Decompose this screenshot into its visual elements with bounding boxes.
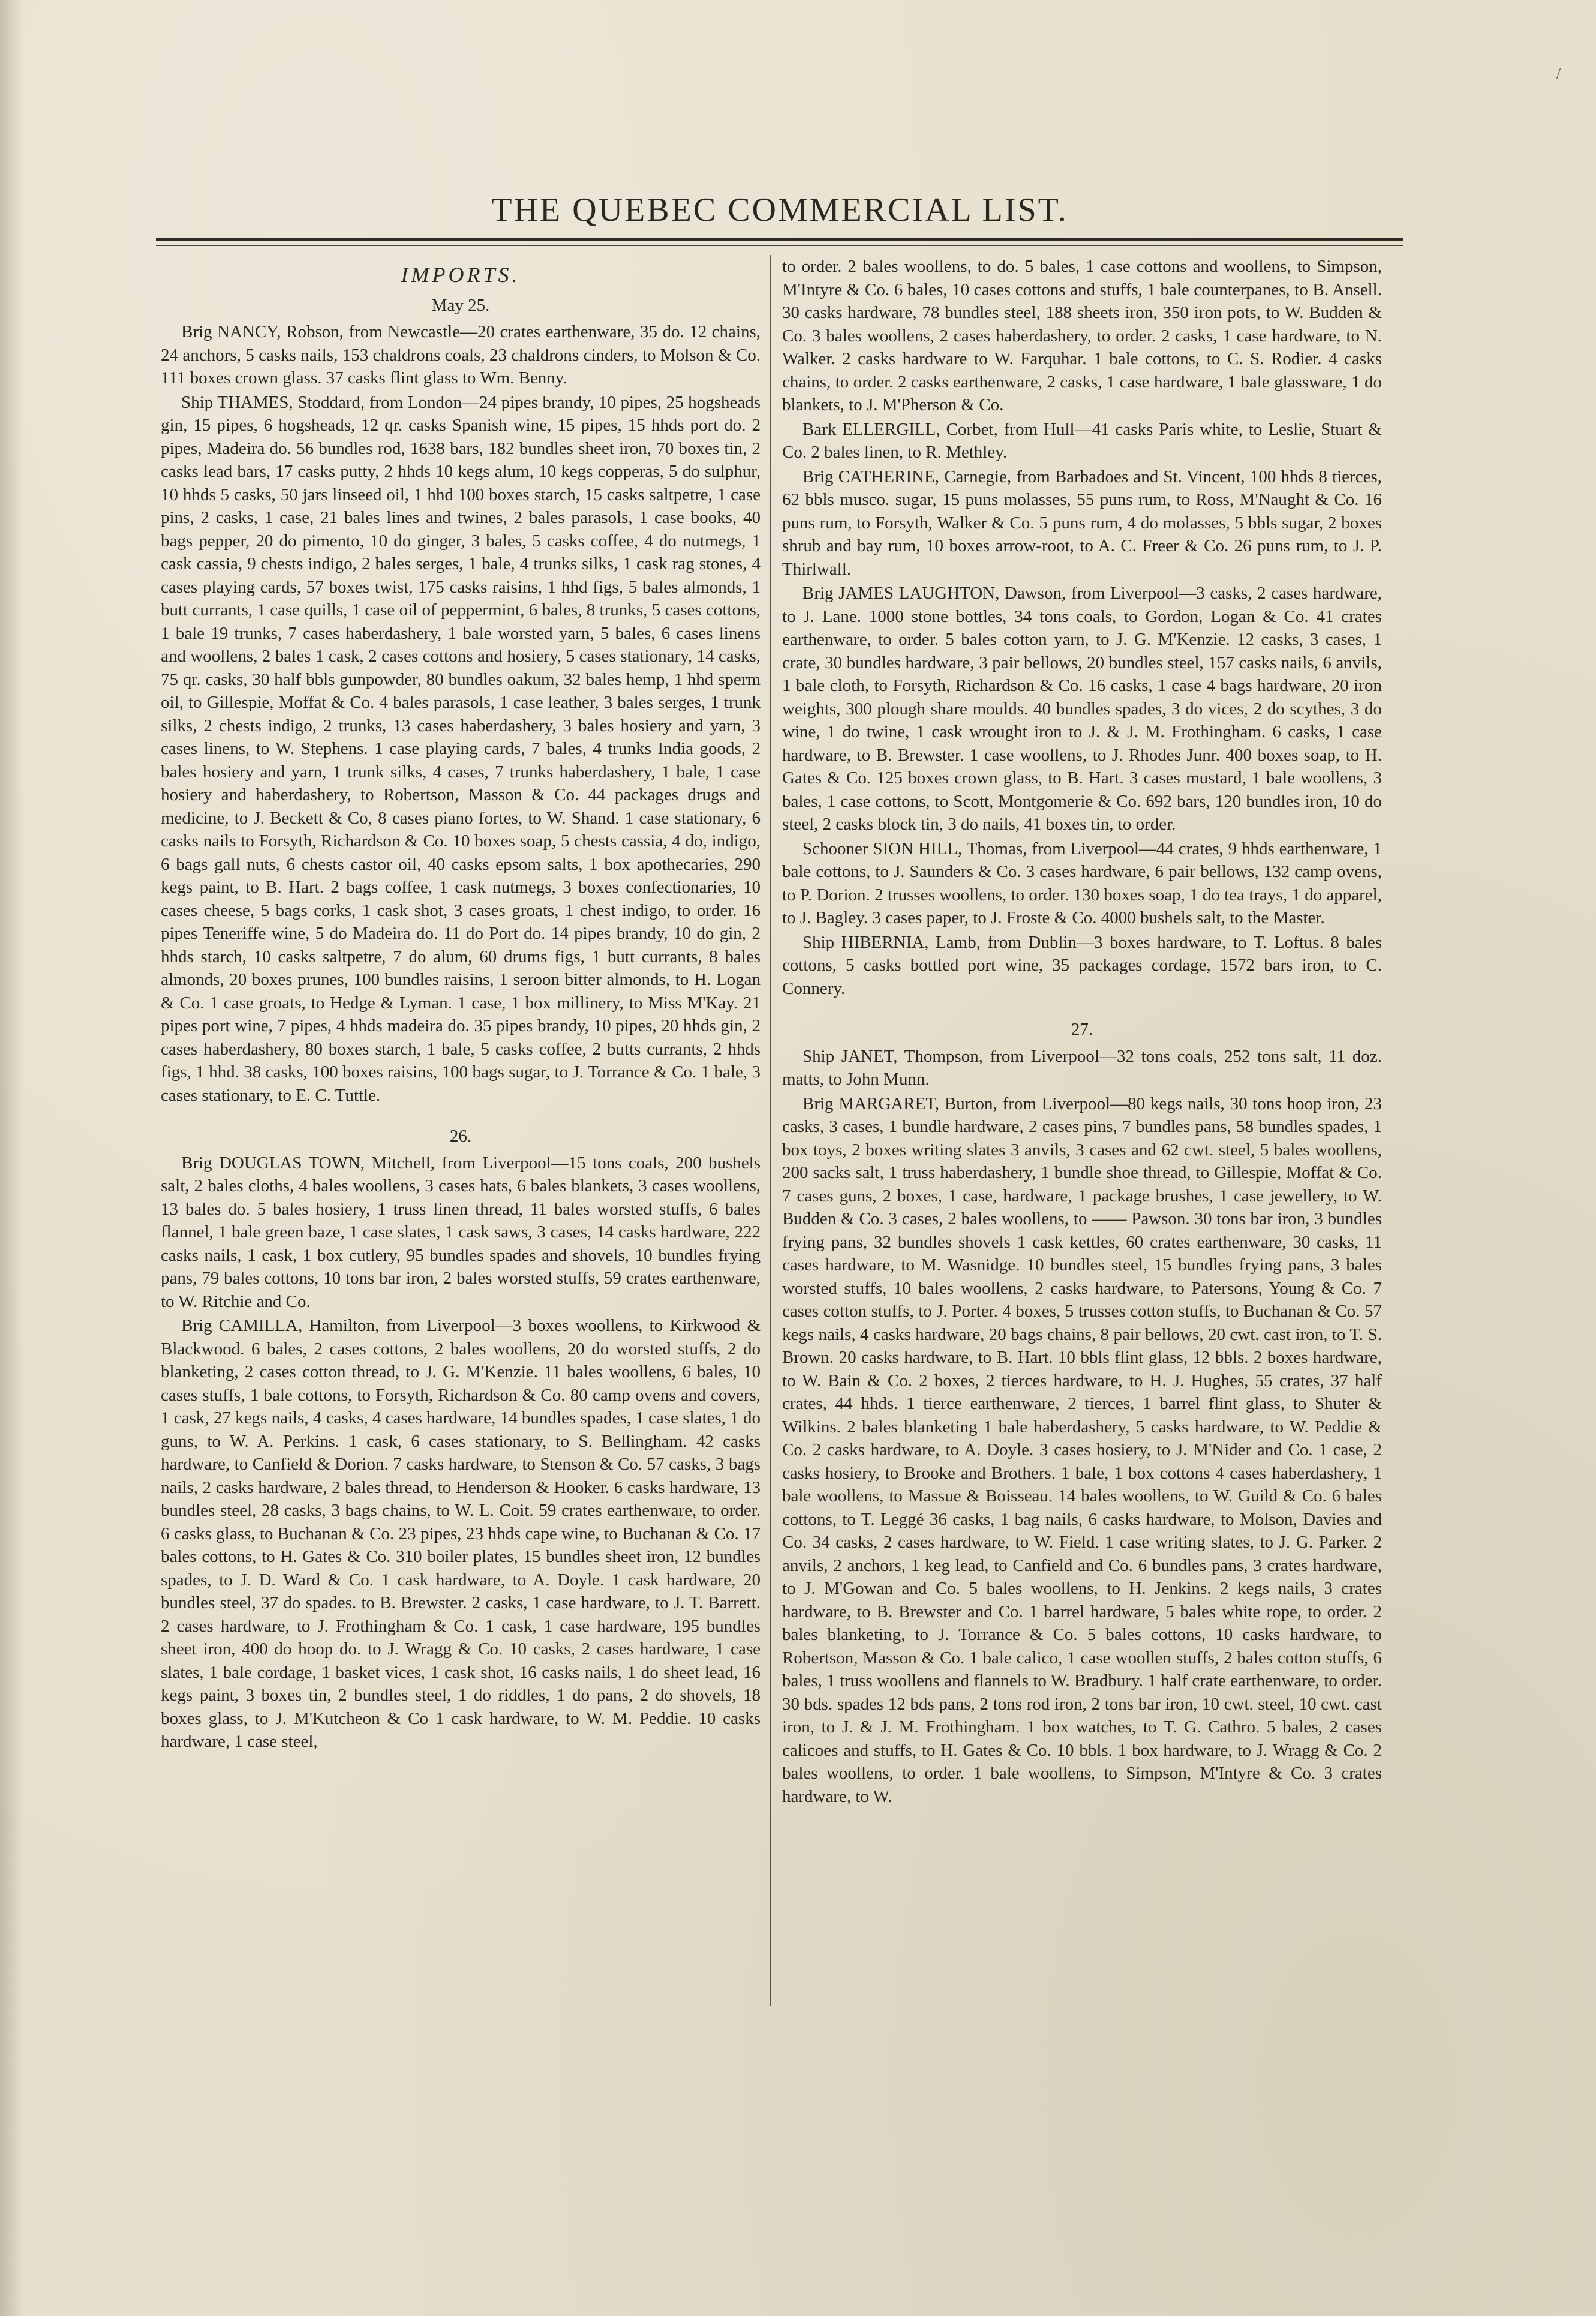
- entry-james-laughton: Brig JAMES LAUGHTON, Dawson, from Liverpool—3 casks, 2 cases hardware, to J. Lane. 1000 stone bottles, 34 tons coals, to Gordon, Logan & Co. 41 crates earthenware, to order. 5 bales cotton yarn, to J. G. M'Kenzie. 12 casks, 3 cases, 1 crate, 30 bundles hardware, 3 pair bellows, 20 bundles steel, 157 casks nails, 6 anvils, 1 bale cloth, to Forsyth, Richardson & Co. 16 casks, 1 case 4 bags hardware, 20 iron weights, 300 plough share moulds. 40 bundles spades, 3 do vices, 2 do scythes, 3 do wine, 1 do twine, 1 cask wrought iron to J. & J. M. Frothingham. 6 casks, 1 case hardware, to B. Brewster. 1 case woollens, to J. Rhodes Junr. 400 boxes soap, to H. Gates & Co. 125 boxes crown glass, to B. Hart. 3 cases mustard, 1 bale woollens, 3 bales, 1 case cottons, to Scott, Montgomerie & Co. 692 bars, 120 bundles iron, 10 do steel, 2 casks block tin, 3 do nails, 41 boxes tin, to order.: [782, 584, 1382, 834]
- title-rule-thick: [156, 238, 1403, 241]
- entry-camilla: Brig CAMILLA, Hamilton, from Liverpool—3 boxes woollens, to Kirkwood & Blackwood. 6 bales, 2 cases cottons, 2 bales woollens, 20 do worsted stuffs, 2 do blanketing, 2 cases cotton thread, to J. G. M'Kenzie. 11 bales woollens, 6 bales, 10 cases stuffs, 1 bale cottons, to Forsyth, Richardson & Co. 80 camp ovens and covers, 1 cask, 27 kegs nails, 4 casks, 4 cases hardware, 14 bundles spades, 1 case slates, 1 do guns, to W. A. Perkins. 1 cask, 6 cases stationary, to S. Bellingham. 42 casks hardware, to Canfield & Dorion. 7 casks hardware, to Stenson & Co. 57 casks, 3 bags nails, 2 casks hardware, 2 bales thread, to Henderson & Hooker. 6 casks hardware, 13 bundles steel, 28 casks, 3 bags chains, to W. L. Coit. 59 crates earthenware, to order. 6 casks glass, to Buchanan & Co. 23 pipes, 23 hhds cape wine, to Buchanan & Co. 17 bales cottons, to H. Gates & Co. 310 boiler plates, 15 bundles sheet iron, 12 bundles spades, to J. D. Ward & Co. 1 cask hardware, to A. Doyle. 1 cask hardware, 20 bundles steel, 37 do spades. to B. Brewster. 2 casks, 1 case hardware, to J. T. Barrett. 2 cases hardware, to J. Frothingham & Co. 1 cask, 1 case hardware, 195 bundles sheet iron, 400 do hoop do. to J. Wragg & Co. 10 casks, 2 cases hardware, 1 case slates, 1 bale cordage, 1 basket vices, 1 cask shot, 16 casks nails, 1 do sheet lead, 16 kegs paint, 3 boxes tin, 2 bundles steel, 1 do riddles, 1 do pans, 2 do shovels, 18 boxes glass, to J. M'Kutcheon & Co 1 cask hardware, to W. M. Peddie. 10 casks hardware, 1 case steel,: [161, 1316, 761, 1751]
- page-edge-shadow: [0, 0, 24, 2316]
- column-divider: [770, 255, 771, 2006]
- page-title: THE QUEBEC COMMERCIAL LIST.: [491, 191, 1068, 229]
- date-heading: 27.: [1071, 1020, 1093, 1039]
- entry-ellergill: Bark ELLERGILL, Corbet, from Hull—41 casks Paris white, to Leslie, Stuart & Co. 2 bales linen, to R. Methley.: [782, 419, 1382, 462]
- entry-thames: Ship THAMES, Stoddard, from London—24 pipes brandy, 10 pipes, 25 hogsheads gin, 15 pipes, 6 hogsheads, 12 qr. casks Spanish wine, 15 pipes, 15 hhds port do. 2 pipes, Madeira do. 56 bundles rod, 1638 bars, 182 bundles sheet iron, 70 boxes tin, 2 casks lead bars, 17 casks putty, 2 hhds 10 kegs alum, 10 kegs copperas, 5 do sulphur, 10 hhds 5 casks, 50 jars linseed oil, 1 hhd 100 boxes starch, 15 casks saltpetre, 1 case pins, 2 casks, 1 case, 21 bales lines and twines, 2 bales parasols, 1 case books, 40 bags pepper, 20 do pimento, 10 do ginger, 3 bales, 5 casks coffee, 4 do nutmegs, 1 cask cassia, 9 chests indigo, 2 bales serges, 1 bale, 4 trunks silks, 1 cask rag stones, 4 cases playing cards, 57 boxes twist, 175 casks raisins, 1 hhd figs, 5 bales almonds, 1 butt currants, 1 case quills, 1 case oil of peppermint, 6 bales, 8 trunks, 5 cases cottons, 1 bale 19 trunks, 7 cases haberdashery, 1 bale worsted yarn, 5 bales, 6 cases linens and woollens, 2 bales 1 cask, 2 cases cottons and hosiery, 5 cases stationary, 14 casks, 75 qr. casks, 30 half bbls gunpowder, 80 bundles oakum, 32 bales hemp, 1 hhd sperm oil, to Gillespie, Moffat & Co. 4 bales parasols, 1 case leather, 3 bales serges, 1 trunk silks, 2 chests indigo, 2 trunks, 13 cases haberdashery, 3 bales hosiery and yarn, 3 cases linens, to W. Stephens. 1 case playing cards, 7 bales, 4 trunks India goods, 2 bales hosiery and yarn, 1 trunk silks, 4 cases, 7 trunks haberdashery, 1 bale, 1 case hosiery and haberdashery, to Robertson, Masson & Co. 44 packages drugs and medicine, to J. Beckett & Co, 8 cases piano fortes, to W. Shand. 1 case stationary, 6 casks nails to Forsyth, Richardson & Co. 10 boxes soap, 5 chests cassia, 4 do, indigo, 6 bags gall nuts, 6 chests castor oil, 40 casks epsom salts, 1 box apothecaries, 290 kegs paint, to B. Hart. 2 bags coffee, 1 cask nutmegs, 3 boxes confectionaries, 10 cases cheese, 5 bags corks, 1 cask shot, 3 cases groats, 1 chest indigo, to order. 16 pipes Teneriffe wine, 5 do Madeira do. 11 do Port do. 14 pipes brandy, 10 do gin, 2 hhds starch, 10 casks saltpetre, 7 do alum, 60 drums figs, 1 butt currants, 8 bales almonds, 20 boxes prunes, 100 bundles raisins, 1 seroon bitter almonds, to H. Logan & Co. 1 case groats, to Hedge & Lyman. 1 case, 1 box millinery, to Miss M'Kay. 21 pipes port wine, 7 pipes, 4 hhds madeira do. 35 pipes brandy, 10 pipes, 20 hhds gin, 2 cases haberdashery, 80 boxes starch, 1 bale, 5 casks coffee, 2 butts currants, 2 hhds figs, 1 hhd. 38 casks, 100 boxes raisins, 100 bags sugar, to J. Torrance & Co. 1 bale, 3 cases stationary, to E. C. Tuttle.: [161, 392, 761, 1105]
- right-column: [782, 255, 1382, 2012]
- left-column: [161, 255, 761, 2012]
- title-rule-thin: [156, 245, 1403, 246]
- entry-camilla-continued: to order. 2 bales woollens, to do. 5 bales, 1 case cottons and woollens, to Simpson, M'Intyre & Co. 6 bales, 10 cases cottons and stuffs, 1 bale counterpanes, to B. Ansell. 30 casks hardware, 78 bundles steel, 188 sheets iron, 350 iron pots, to W. Budden & Co. 3 bales woollens, 2 cases haberdashery, to order. 2 casks, 1 case hardware, to N. Walker. 2 casks hardware to W. Farquhar. 1 bale cottons, to C. S. Rodier. 4 casks chains, to order. 2 casks earthenware, 2 casks, 1 case hardware, 1 bale glassware, 1 do blankets, to J. M'Pherson & Co.: [782, 257, 1382, 414]
- entry-catherine: Brig CATHERINE, Carnegie, from Barbadoes and St. Vincent, 100 hhds 8 tierces, 62 bbls musco. sugar, 15 puns molasses, 55 puns rum, to Ross, M'Naught & Co. 16 puns rum, to Forsyth, Walker & Co. 5 puns rum, 4 do molasses, 5 bbls sugar, 2 boxes shrub and bay rum, 10 boxes arrow-root, to A. C. Freer & Co. 26 puns rum, to J. P. Thirlwall.: [782, 467, 1382, 579]
- entry-douglas-town: Brig DOUGLAS TOWN, Mitchell, from Liverpool—15 tons coals, 200 bushels salt, 2 bales cloths, 4 bales woollens, 3 cases hats, 6 bales blankets, 3 cases woollens, 13 bales do. 5 bales hosiery, 1 truss linen thread, 11 bales worsted stuffs, 6 bales flannel, 1 bale green baze, 1 case slates, 1 cask saws, 3 cases, 14 casks hardware, 222 casks nails, 1 cask, 1 box cutlery, 95 bundles spades and shovels, 10 bundles frying pans, 79 bales cottons, 10 tons bar iron, 2 bales worsted stuffs, 59 crates earthenware, to W. Ritchie and Co.: [161, 1153, 761, 1311]
- section-title: IMPORTS.: [401, 263, 521, 287]
- date-heading: May 25.: [431, 295, 490, 315]
- edge-mark: /: [1556, 65, 1561, 82]
- entry-sion-hill: Schooner SION HILL, Thomas, from Liverpool—44 crates, 9 hhds earthenware, 1 bale cottons, to J. Saunders & Co. 3 cases hardware, 6 pair bellows, 132 camp ovens, to P. Dorion. 2 trusses woollens, to order. 130 boxes soap, 1 do tea trays, 1 do apparel, to J. Bagley. 3 cases paper, to J. Froste & Co. 4000 bushels salt, to the Master.: [782, 839, 1382, 927]
- entry-hibernia: Ship HIBERNIA, Lamb, from Dublin—3 boxes hardware, to T. Loftus. 8 bales cottons, 5 casks bottled port wine, 35 packages cordage, 1572 bars iron, to C. Connery.: [782, 932, 1382, 998]
- entry-janet: Ship JANET, Thompson, from Liverpool—32 tons coals, 252 tons salt, 11 doz. matts, to John Munn.: [782, 1046, 1382, 1089]
- entry-margaret: Brig MARGARET, Burton, from Liverpool—80 kegs nails, 30 tons hoop iron, 23 casks, 3 cases, 1 bundle hardware, 2 cases pins, 7 bundles pans, 58 bundles spades, 1 box toys, 2 boxes writing slates 3 anvils, 3 cases and 62 cwt. steel, 5 bales woollens, 200 sacks salt, 1 truss haberdashery, 1 bundle shoe thread, to Gillespie, Moffat & Co. 7 cases guns, 2 boxes, 1 case, hardware, 1 package brushes, 1 case jewellery, to W. Budden & Co. 3 cases, 2 bales woollens, to —— Pawson. 30 tons bar iron, 3 bundles frying pans, 32 bundles shovels 1 cask kettles, 60 crates earthenware, 30 casks, 11 cases hardware, to M. Wasnidge. 10 bundles steel, 15 bundles frying pans, 3 bales worsted stuffs, 10 bales woollens, 2 casks hardware, to Patersons, Young & Co. 7 cases cotton stuffs, to J. Porter. 4 boxes, 5 trusses cotton stuffs, to Buchanan & Co. 57 kegs nails, 4 casks hardware, 20 bags chains, 8 pair bellows, 20 cwt. cast iron, to T. S. Brown. 20 casks hardware, to B. Hart. 10 bbls flint glass, 12 bbls. 2 boxes hardware, to W. Bain & Co. 2 boxes, 2 tierces hardware, to H. J. Hughes, 55 crates, 37 half crates, 44 hhds. 1 tierce earthenware, 2 tierces, 1 barrel flint glass, to Shuter & Wilkins. 2 bales blanketing 1 bale haberdashery, 5 casks hardware, to W. Peddie & Co. 2 casks hardware, to A. Doyle. 3 cases hosiery, to J. M'Nider and Co. 1 case, 2 casks hosiery, to Brooke and Brothers. 1 bale, 1 box cottons 4 cases haberdashery, 1 bale woollens, to Massue & Boisseau. 14 bales woollens, to W. Guild & Co. 6 bales cottons, to T. Leggé 36 casks, 1 bag nails, 6 casks hardware, to Molson, Davies and Co. 34 casks, 2 cases hardware, to W. Field. 1 case writing slates, to J. G. Parker. 2 anvils, 2 anchors, 1 keg lead, to Canfield and Co. 6 bundles pans, 3 crates hardware, to J. M'Gowan and Co. 5 bales woollens, to H. Jenkins. 2 kegs nails, 3 crates hardware, to B. Brewster and Co. 1 barrel hardware, 5 bales white rope, to order. 2 bales blanketing, to J. Torrance & Co. 5 bales cottons, 10 casks hardware, to Robertson, Masson & Co. 1 bale calico, 1 case woollen stuffs, 2 bales cotton stuffs, 6 bales, 1 truss woollens and flannels to W. Bradbury. 1 half crate earthenware, to order. 30 bds. spades 12 bds pans, 2 tons rod iron, 2 tons bar iron, 10 cwt. steel, 10 cwt. cast iron, to J. & J. M. Frothingham. 1 box watches, to T. G. Cathro. 5 bales, 2 cases calicoes and stuffs, to H. Gates & Co. 10 bbls. 1 box hardware, to J. Wragg & Co. 2 bales woollens, to order. 1 bale woollens, to Simpson, M'Intyre & Co. 3 crates hardware, to W.: [782, 1094, 1382, 1806]
- entry-nancy: Brig NANCY, Robson, from Newcastle—20 crates earthenware, 35 do. 12 chains, 24 anchors, 5 casks nails, 153 chaldrons coals, 23 chaldrons cinders, to Molson & Co. 111 boxes crown glass. 37 casks flint glass to Wm. Benny.: [161, 322, 761, 387]
- date-heading: 26.: [449, 1127, 472, 1146]
